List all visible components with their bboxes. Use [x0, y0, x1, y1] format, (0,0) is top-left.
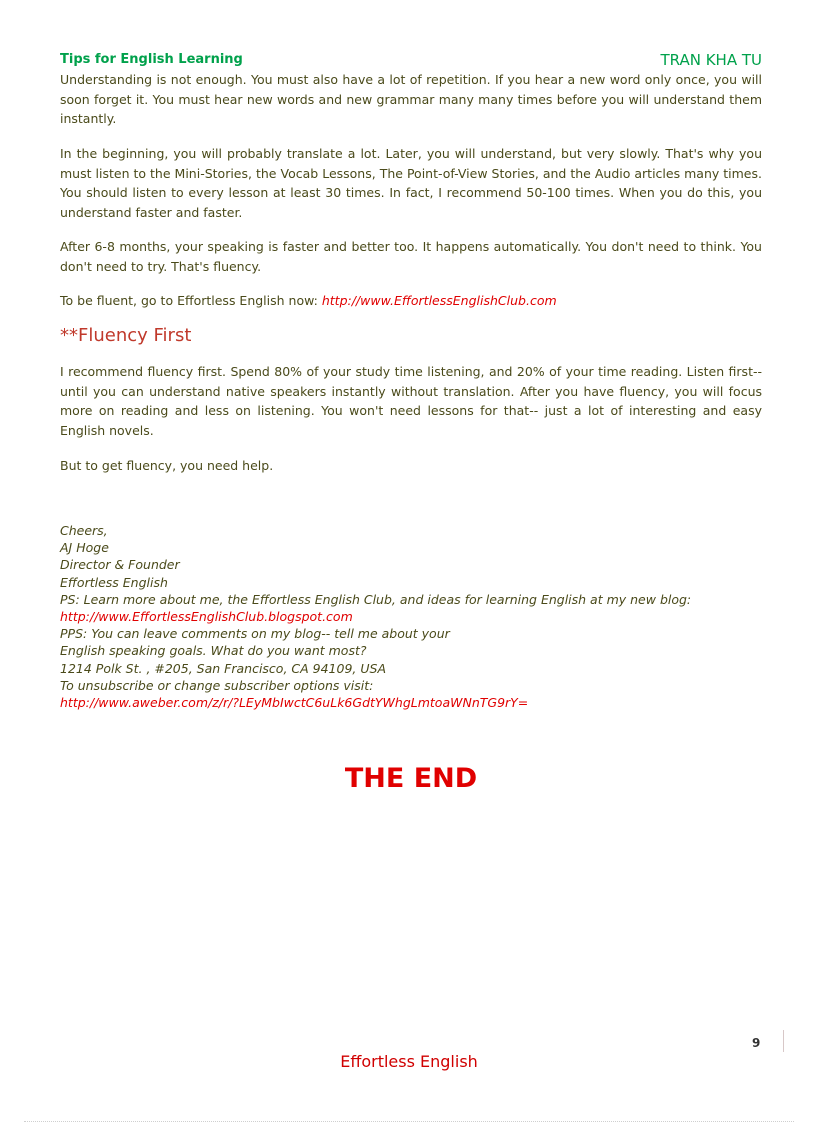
sig-name: AJ Hoge	[60, 540, 109, 556]
header-title: Tips for English Learning	[60, 52, 243, 67]
the-end-title: THE END	[344, 763, 478, 794]
page-number: 9	[752, 1036, 761, 1050]
paragraph-fluency-first: I recommend fluency first. Spend 80% of your study time listening, and 20% of your time reading. Listen first-- until you can understand native speakers instantly without translation. After you have fluency, you will focus more on reading and less on listening. You won't need lessons for that-- just a lot of interesting and easy English novels.	[60, 364, 762, 438]
sig-role: Director & Founder	[60, 557, 180, 573]
sig-goals: English speaking goals. What do you want most?	[60, 643, 367, 659]
unsubscribe-link[interactable]: http://www.aweber.com/z/r/?LEyMbIwctC6uLk6GdtYWhgLmtoaWNnTG9rY=	[60, 695, 529, 711]
paragraph-fluent-link	[60, 291, 762, 311]
sig-pps: PPS: You can leave comments on my blog-- tell me about your	[60, 626, 450, 642]
sig-ps: PS: Learn more about me, the Effortless English Club, and ideas for learning English at my new blog:	[60, 591, 692, 607]
sig-company: Effortless English	[60, 574, 168, 590]
paragraph-translation: In the beginning, you will probably translate a lot. Later, you will understand, but very slowly. That's why you must listen to the Mini-Stories, the Vocab Lessons, The Point-of-View Stories, and the Audio articles many times. You should listen to every lesson at least 30 times. In fact, I recommend 50-100 times. When you do this, you understand faster and faster.	[60, 146, 762, 220]
sig-cheers: Cheers,	[60, 523, 108, 538]
footer-brand: Effortless English	[340, 1052, 478, 1071]
page-bottom-rule	[24, 1121, 794, 1122]
paragraph-repetition: Understanding is not enough. You must also have a lot of repetition. If you hear a new word only once, you will soon forget it. You must hear new words and new grammar many many times before you will understand them instantly.	[60, 72, 762, 126]
club-link[interactable]: http://www.EffortlessEnglishClub.com	[321, 293, 557, 308]
signature-block	[60, 522, 780, 711]
sig-address: 1214 Polk St. , #205, San Francisco, CA 94109, USA	[60, 660, 386, 676]
paragraph-speaking: After 6-8 months, your speaking is faster and better too. It happens automatically. You don't need to think. You don't need to try. That's fluency.	[60, 239, 762, 274]
paragraph-need-help: But to get fluency, you need help.	[60, 458, 274, 473]
header-author: TRAN KHA TU	[660, 51, 762, 69]
blog-link[interactable]: http://www.EffortlessEnglishClub.blogspot.com	[60, 609, 353, 625]
section-heading: **Fluency First	[60, 325, 192, 346]
fluent-text: To be fluent, go to Effortless English now:	[60, 293, 322, 308]
page-corner-rule	[783, 1030, 784, 1052]
sig-unsubscribe: To unsubscribe or change subscriber options visit:	[60, 677, 374, 693]
